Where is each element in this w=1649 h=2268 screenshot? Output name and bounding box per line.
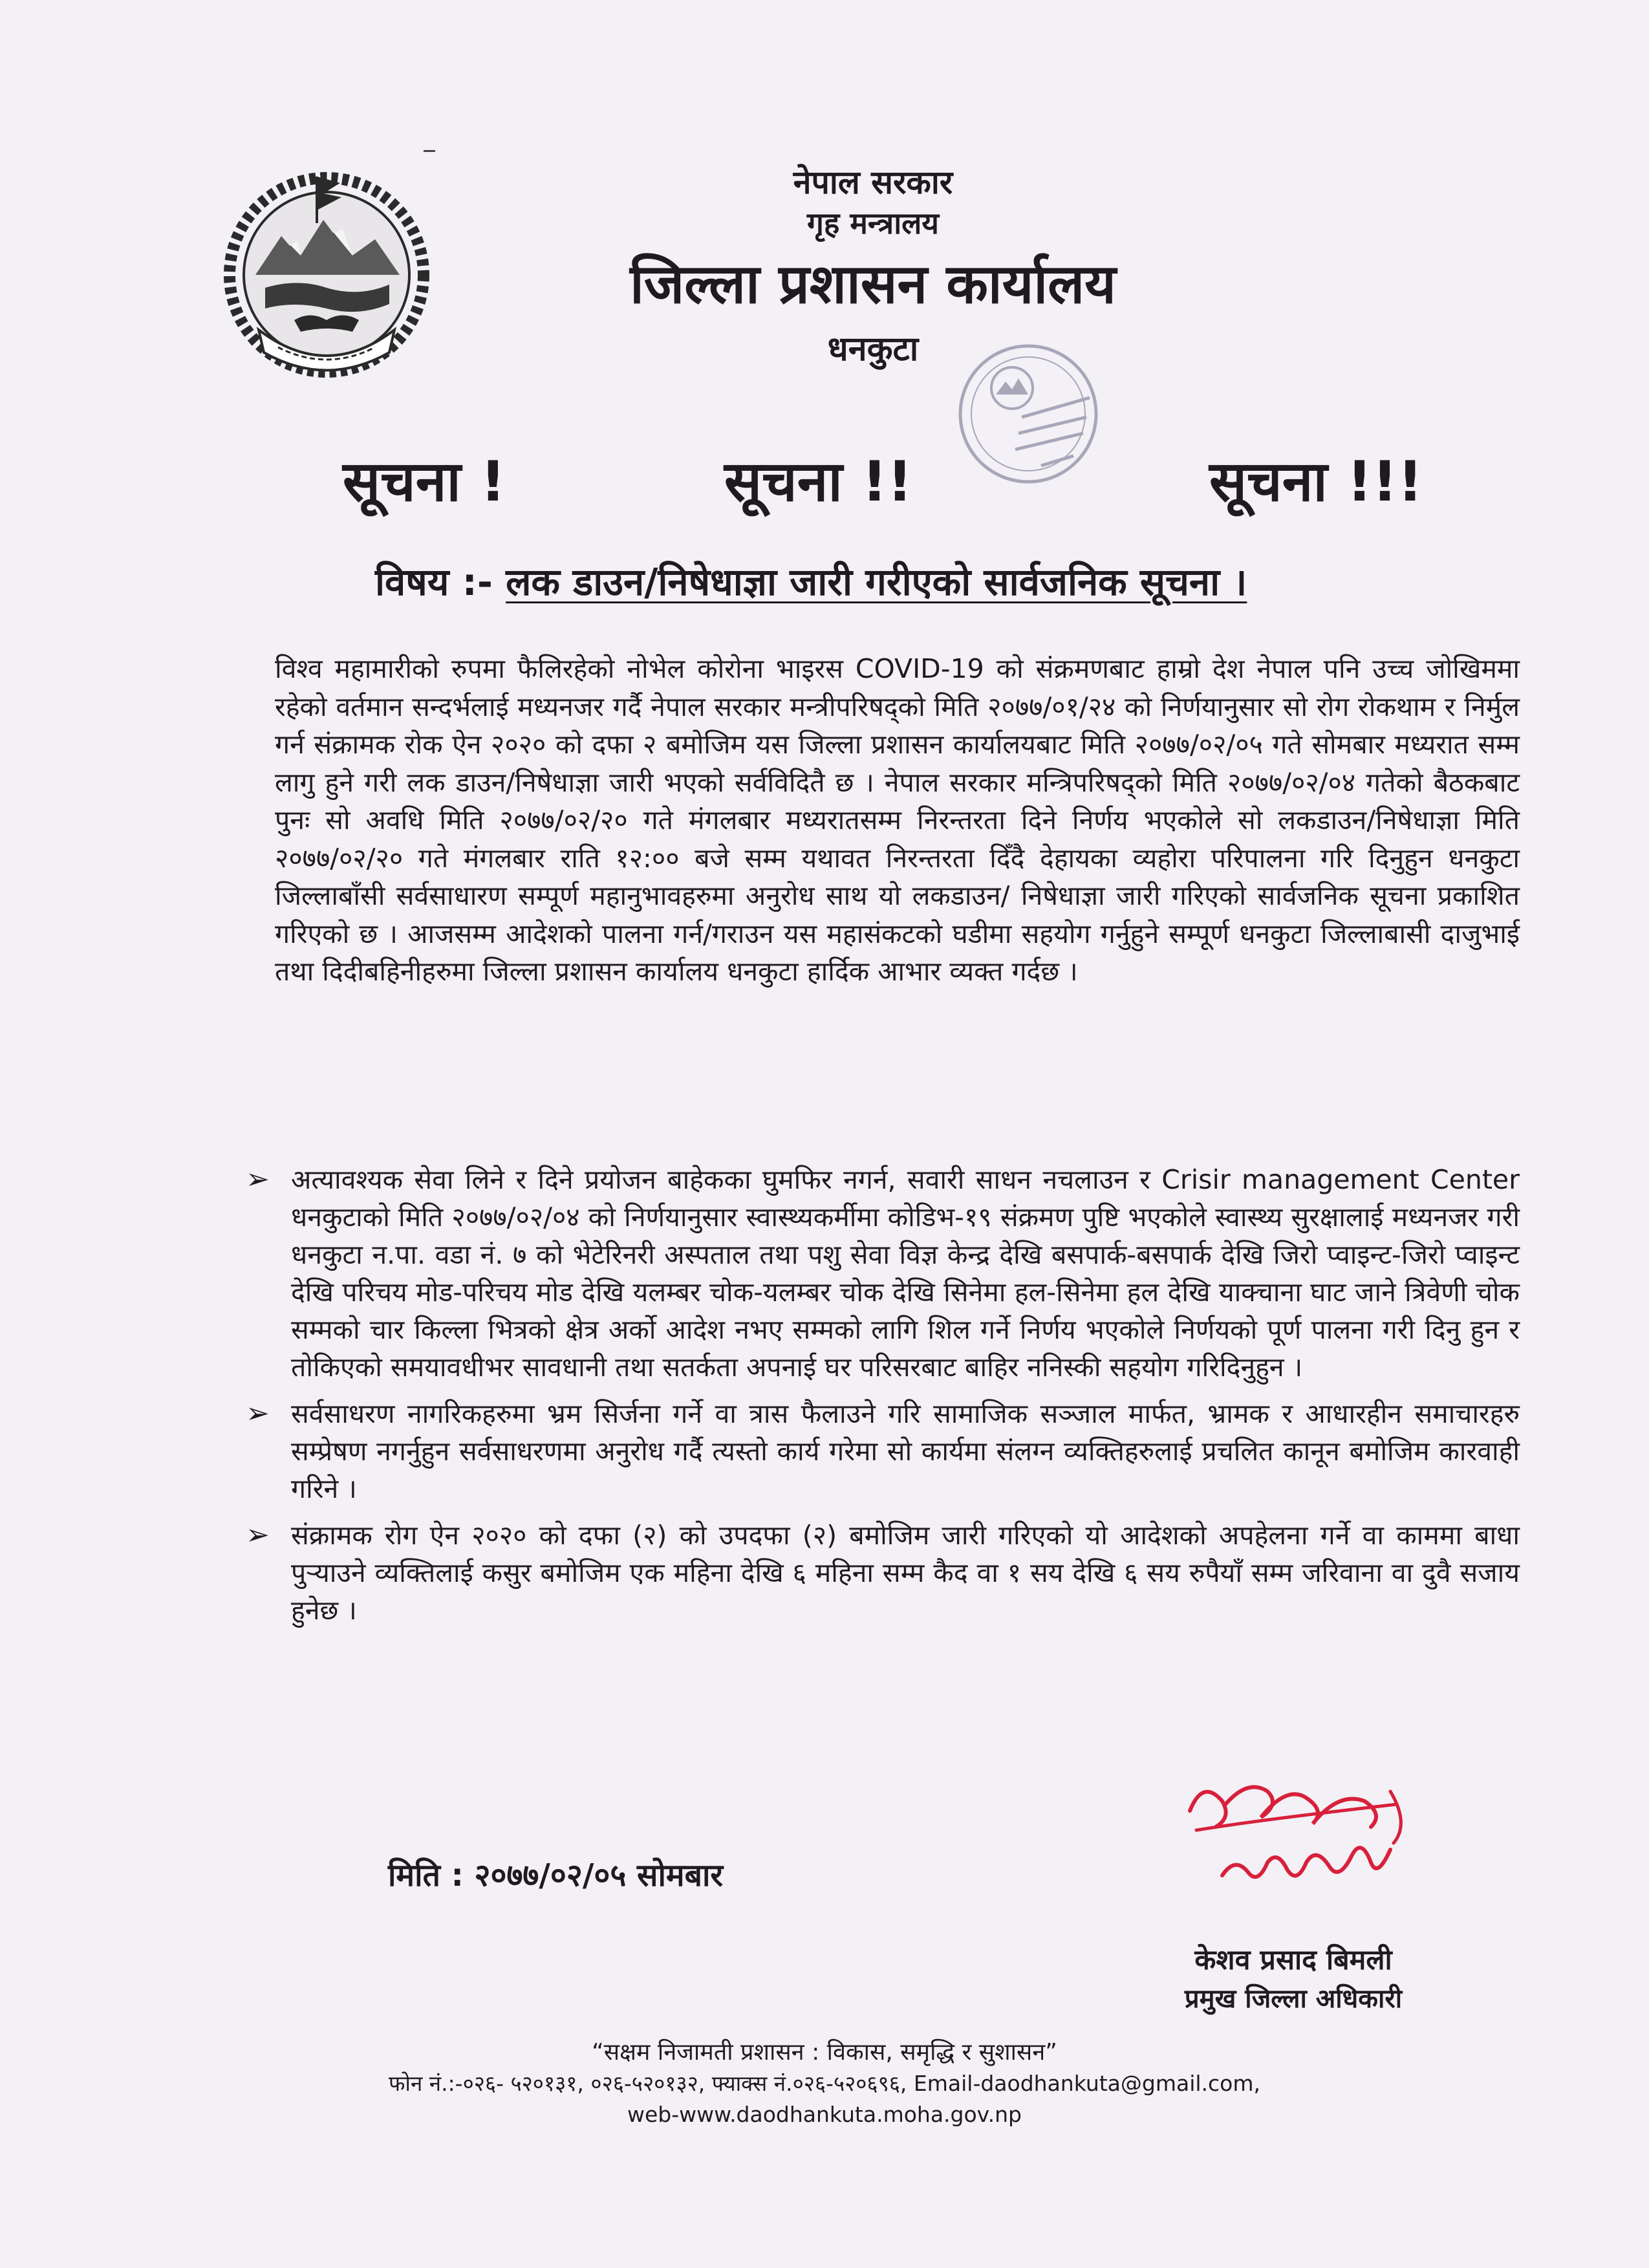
directive-text: संक्रामक रोग ऐन २०२० को दफा (२) को उपदफा (२) बमोजिम जारी गरिएको यो आदेशको अपहेलना गर्ने वा काममा बाधा पुर्‍याउने व्यक्तिलाई कसुर बमोजिम एक महिना देखि ६ महिना सम्म कैद वा १ सय देखि ६ सय रुपैयाँ सम्म जरिवाना वा दुवै सजाय हुनेछ । [291,1520,1520,1626]
directive-item [246,1161,1520,1386]
letterhead [517,155,1229,375]
footer-motto: “सक्षम निजामती प्रशासन : विकास, समृद्धि र सुशासन” [592,2039,1057,2066]
arrow-bullet-icon: ➢ [246,1163,270,1196]
signatory-title: प्रमुख जिल्ला अधिकारी [1184,1984,1403,2014]
subject-line [375,556,1474,608]
notice-heading-2: सूचना !! [724,449,913,514]
notice-heading-3: सूचना !!! [1209,449,1423,514]
body-paragraph: विश्व महामारीको रुपमा फैलिरहेको नोभेल कोरोना भाइरस COVID-19 को संक्रमणबाट हाम्रो देश नेपाल पनि उच्च जोखिममा रहेको वर्तमान सन्दर्भलाई मध्यनजर गर्दै नेपाल सरकार मन्त्रीपरिषद्‌को मिति २०७७/०१/२४ को निर्णयानुसार सो रोग रोकथाम र निर्मुल गर्न संक्रामक रोक ऐन २०२० को दफा २ बमोजिम यस जिल्ला प्रशासन कार्यालयबाट मिति २०७७/०२/०५ गते सोमबार मध्यरात सम्म लागु हुने गरी लक डाउन/निषेधाज्ञा जारी भएको सर्वविदितै छ । नेपाल सरकार मन्त्रिपरिषद्‌को मिति २०७७/०२/०४ गतेको बैठकबाट पुनः सो अवधि मिति २०७७/०२/२० गते मंगलबार मध्यरातसम्म निरन्तरता दिने निर्णय भएकोले सो लकडाउन/निषेधाज्ञा मिति २०७७/०२/२० गते मंगलबार राति १२:०० बजे सम्म यथावत निरन्तरता दिँदै देहायका व्यहोरा परिपालना गरि दिनुहुन धनकुटा जिल्लाबाँसी सर्वसाधारण सम्पूर्ण महानुभावहरुमा अनुरोध साथ यो लकडाउन/ निषेधाज्ञा जारी गरिएको सार्वजनिक सूचना प्रकाशित गरिएको छ । आजसम्म आदेशको पालना गर्न/गराउन यस महासंकटको घडीमा सहयोग गर्नुहुने सम्पूर्ण धनकुटा जिल्लाबासी दाजुभाई तथा दिदीबहिनीहरुमा जिल्ला प्रशासन कार्यालय धनकुटा हार्दिक आभार व्यक्त गर्दछ । [275,653,1520,987]
office-round-stamp-icon [944,336,1112,491]
footer-contact: फोन नं.:-०२६- ५२०१३१, ०२६-५२०१३२, फ्याक्स नं.०२६-५२०६९६, Email-daodhankuta@gmail.com, [388,2071,1261,2096]
signatory-name: केशव प्रसाद बिमली [1194,1944,1392,1976]
letter-footer [194,2037,1455,2130]
ministry-name: गृह मन्त्रालय [807,206,939,241]
directive-item [246,1517,1520,1629]
stray-mark [424,150,435,152]
arrow-bullet-icon: ➢ [246,1518,270,1551]
nepal-government-emblem-icon [220,165,433,385]
district-name: धनकुटा [827,330,919,369]
government-name: नेपाल सरकार [793,164,953,201]
signatory [1145,1940,1442,2018]
subject-prefix: विषय :- [375,560,493,604]
arrow-bullet-icon: ➢ [246,1397,270,1430]
directive-text: सर्वसाधरण नागरिकहरुमा भ्रम सिर्जना गर्ने वा त्रास फैलाउने गरि सामाजिक सञ्जाल मार्फत, भ्रामक र आधारहीन समाचारहरु सम्प्रेषण नगर्नुहुन सर्वसाधरणमा अनुरोध गर्दै त्यस्तो कार्य गरेमा सो कार्यमा संलग्न व्यक्तिहरुलाई प्रचलित कानून बमोजिम कारवाही गरिने । [291,1398,1520,1504]
handwritten-signature-icon [1177,1766,1423,1901]
footer-website: web-www.daodhankuta.moha.gov.np [627,2102,1022,2127]
directive-text: अत्यावश्यक सेवा लिने र दिने प्रयोजन बाहेकका घुमफिर नगर्न, सवारी साधन नचलाउन र Crisir management Center धनकुटाको मिति २०७७/०२/०४ को निर्णयानुसार स्वास्थ्यकर्मीमा कोडिभ-१९ संक्रमण पुष्टि भएकोले स्वास्थ्य सुरक्षालाई मध्यनजर गरी धनकुटा न.पा. वडा नं. ७ को भेटेरिनरी अस्पताल तथा पशु सेवा विज्ञ केन्द्र देखि बसपार्क-बसपार्क देखि जिरो प्वाइन्ट-जिरो प्वाइन्ट देखि परिचय मोड-परिचय मोड देखि यलम्बर चोक-यलम्बर चोक देखि सिनेमा हल-सिनेमा हल देखि याक्चाना घाट जाने त्रिवेणी चोक सम्मको चार किल्ला भित्रको क्षेत्र अर्को आदेश नभए सम्मको लागि शिल गर्ने निर्णय भएकोले निर्णयको पूर्ण पालना गरी दिनु हुन र तोकिएको समयावधीभर सावधानी तथा सतर्कता अपनाई घर परिसरबाट बाहिर ननिस्की सहयोग गरिदिनुहुन । [291,1164,1520,1383]
notice-heading-1: सूचना ! [343,449,506,514]
subject-text: लक डाउन/निषेधाज्ञा जारी गरीएको सार्वजनिक सूचना । [506,560,1247,604]
office-name: जिल्ला प्रशासन कार्यालय [630,252,1116,316]
directive-item [246,1395,1520,1507]
directive-list [246,1161,1520,1638]
issue-date: मिति : २०७७/०२/०५ सोमबार [388,1857,724,1894]
